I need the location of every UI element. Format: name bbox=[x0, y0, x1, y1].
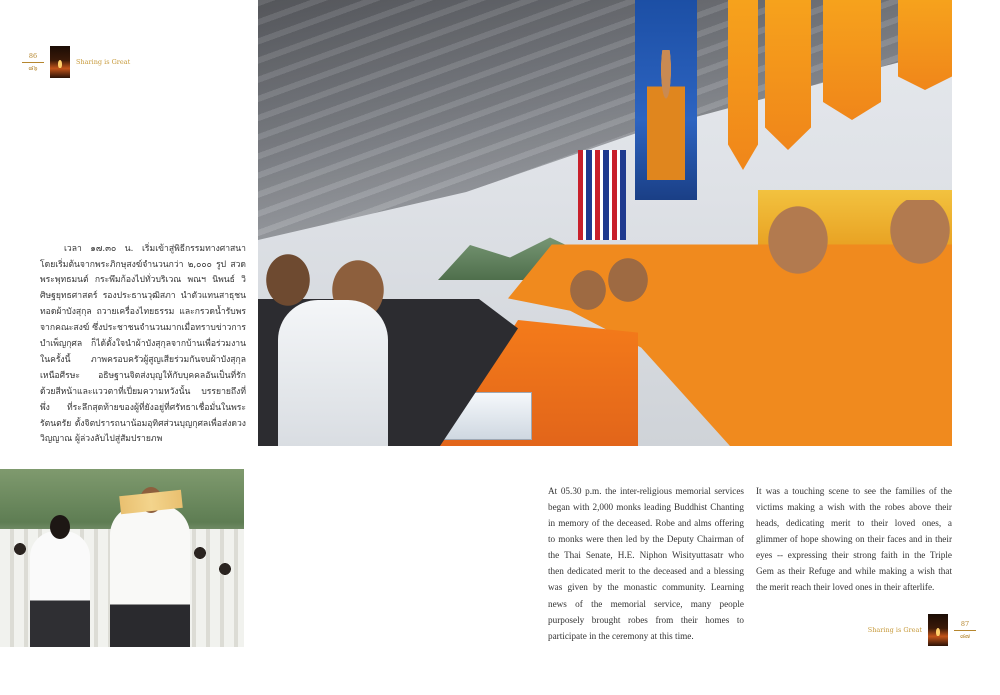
right-folio bbox=[868, 614, 976, 646]
photo-woman bbox=[30, 531, 90, 647]
photo-man-white-shirt bbox=[278, 300, 388, 446]
left-page-number-arabic: 86 bbox=[28, 51, 38, 60]
right-page bbox=[500, 0, 1000, 695]
english-column-2: It was a touching scene to see the families of the victims making a wish with the robes above their heads, dedicating merit to their loved ones, a glimmer of hope showing on their faces and in their eyes -- expressing their strong faith in the Triple Gem as their Refuge and while making a wish that the merit reach their loved ones in their afterlife. bbox=[756, 486, 952, 593]
left-page-number-thai: ๘๖ bbox=[28, 63, 38, 72]
right-page-number-arabic: 87 bbox=[960, 619, 970, 628]
right-running-title: Sharing is Great bbox=[867, 626, 922, 634]
photo-man bbox=[110, 505, 190, 647]
left-folio bbox=[22, 46, 130, 78]
folio-rule bbox=[22, 62, 44, 63]
left-page-number bbox=[22, 52, 44, 73]
thai-paragraph: เวลา ๑๗.๓๐ น. เริ่มเข้าสู่พิธีกรรมทางศาสนา โดยเริ่มต้นจากพระภิกษุสงฆ์จำนวนกว่า ๒,๐๐๐ รูป สวดพระพุทธมนต์ กระพึมก้องไปทั่วบริเวณ พณฯ นิพนธ์ วิศิษฐยุทธศาสตร์ รองประธานวุฒิสภา นำตัวแทนสาธุชน ทอดผ้าบังสุกุล ถวายเครื่องไทยธรรม และกรวดน้ำรับพร จากคณะสงฆ์ ซึ่งประชาชนจำนวนมากเมื่อทราบข่าวการ บำเพ็ญกุศล ก็ได้ตั้งใจนำผ้าบังสุกุลจากบ้านเพื่อร่วมงาน ในครั้งนี้ ภาพครอบครัวผู้สูญเสียร่วมกันจบผ้าบังสุกุล เหนือศีรษะ อธิษฐานจิตส่งบุญให้กับบุคคลอันเป็นที่รัก ด้วยสีหน้าและแววตาที่เปี่ยมความหวังนั้น บรรยายถึงที่พึ่ง ที่ระลึกสุดท้ายของผู้ที่ยังอยู่ที่ศรัทธาเชื่อมั่นในพระรัตนตรัย ตั้งจิตปรารถนาน้อมอุทิศส่วนบุญกุศลเพื่อส่งดวงวิญญาณ ผู้ล่วงลับไปสู่สัมปรายภพ bbox=[40, 243, 246, 445]
folio-rule bbox=[954, 630, 976, 631]
candle-thumbnail-image bbox=[928, 614, 948, 646]
right-page-number bbox=[954, 620, 976, 641]
candle-thumbnail-image bbox=[50, 46, 70, 78]
left-running-title: Sharing is Great bbox=[76, 58, 131, 66]
right-page-number-thai: ๘๗ bbox=[960, 631, 970, 640]
english-column-1: At 05.30 p.m. the inter-religious memorial services began with 2,000 monks leading Buddhist Chanting in memory of the deceased. Robe and alms offering to monks were then led by the Deputy Chairman of the Thai Senate, H.E. Niphon Wisityuttasatr who then dedicated merit to the deceased and a blessing was given by the monastic community. Learning news of the memorial service, many people purposely brought robes from their homes to participate in the ceremony at this time. bbox=[548, 486, 744, 641]
robe-offering-photo bbox=[0, 469, 244, 647]
